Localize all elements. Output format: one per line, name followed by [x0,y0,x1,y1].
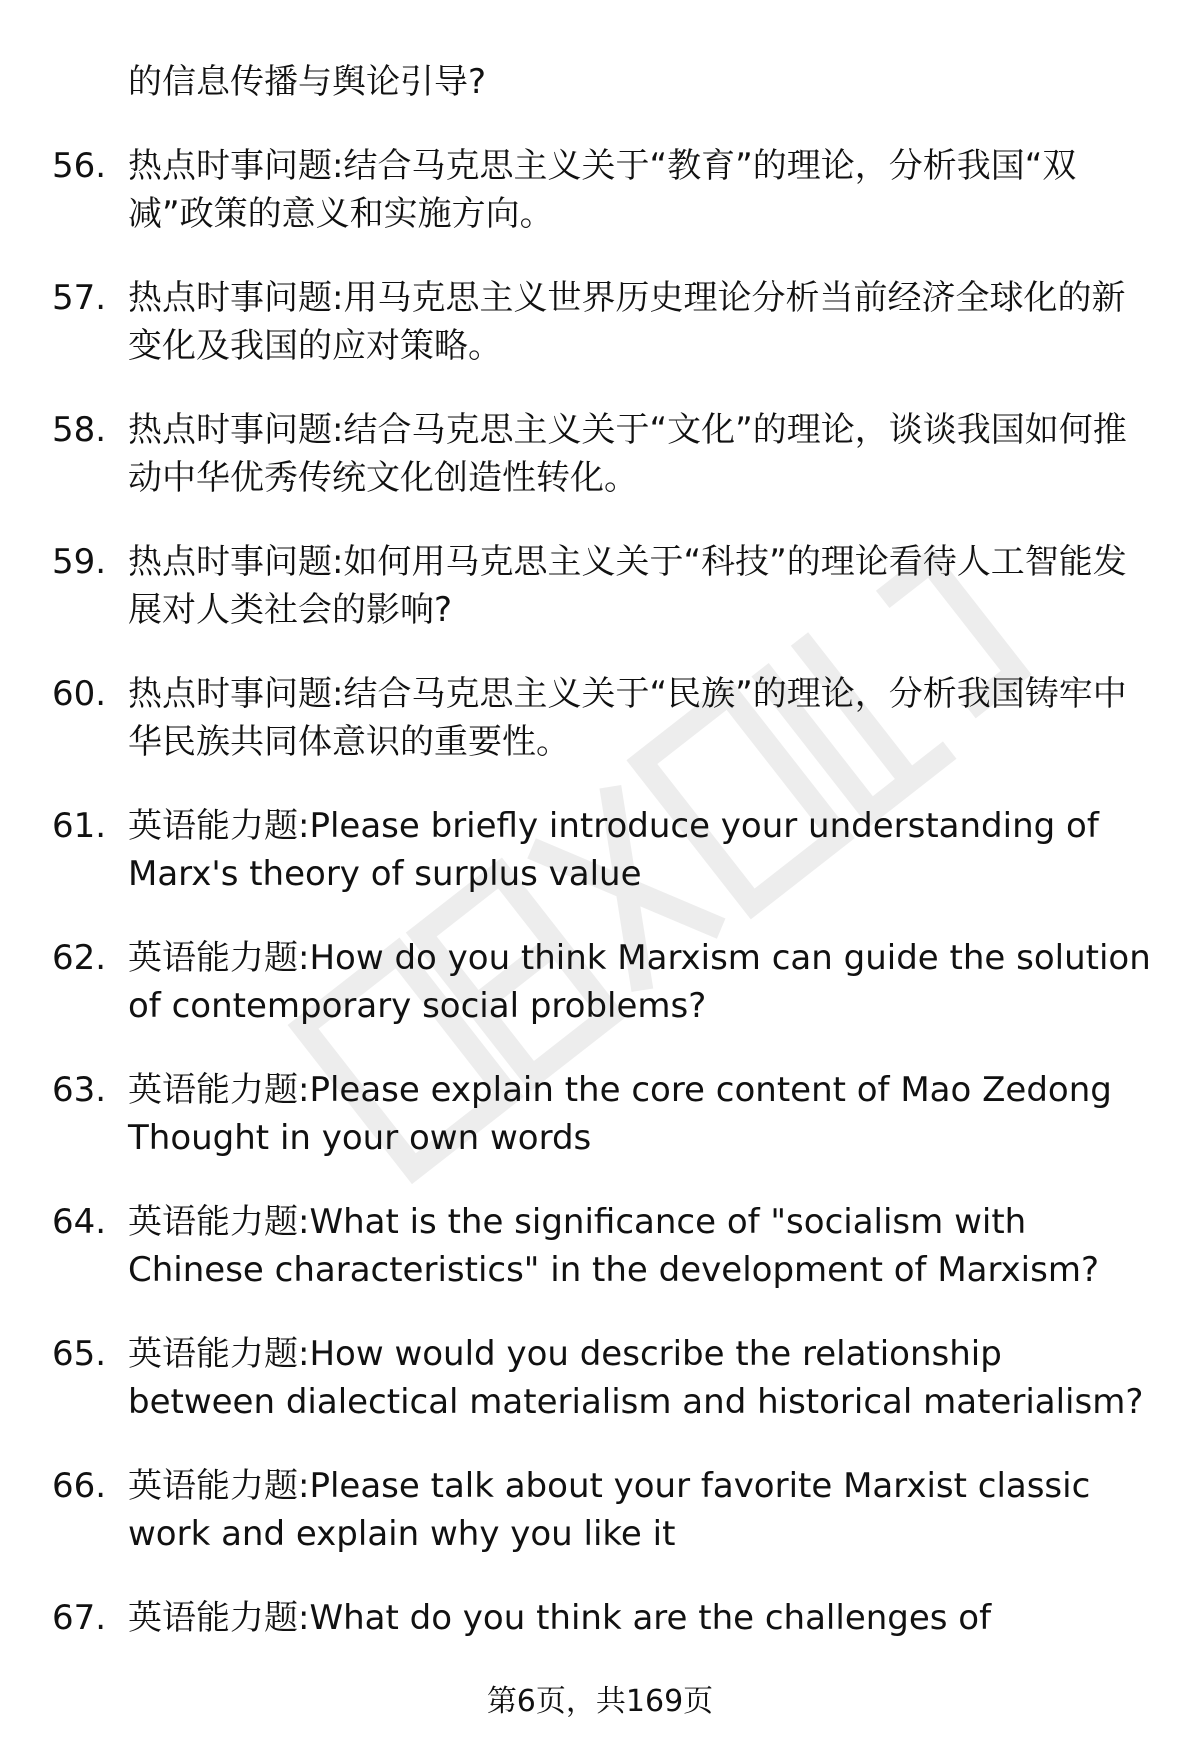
question-item [52,1462,1152,1558]
continuation-text: 的信息传播与舆论引导? [128,62,487,102]
question-item [52,142,1152,238]
question-text: 结合马克思主义关于“民族”的理论，分析我国铸牢中华民族共同体意识的重要性。 [128,674,1127,762]
question-text: How do you think Marxism can guide the solution of contemporary social problems? [128,938,1151,1026]
question-number: 62. [52,938,107,978]
question-number: 56. [52,146,107,186]
question-category: 英语能力题: [128,1334,310,1374]
question-category: 英语能力题: [128,1466,310,1506]
question-number: 58. [52,410,107,450]
question-text: How would you describe the relationship between dialectical materialism and historical materialism? [128,1334,1144,1422]
question-item [52,802,1152,898]
question-number: 57. [52,278,107,318]
question-item [52,1198,1152,1294]
question-category: 热点时事问题: [128,410,344,450]
question-number: 64. [52,1202,107,1242]
question-body [128,274,1152,370]
question-text: 如何用马克思主义关于“科技”的理论看待人工智能发展对人类社会的影响? [128,542,1127,630]
question-body [128,802,1152,898]
question-text: Please talk about your favorite Marxist classic work and explain why you like it [128,1466,1091,1554]
question-body [128,1330,1152,1426]
question-category: 热点时事问题: [128,674,344,714]
question-text: What is the significance of "socialism with Chinese characteristics" in the development of Marxism? [128,1202,1100,1290]
question-body [128,1066,1152,1162]
question-category: 热点时事问题: [128,542,344,582]
question-item [52,406,1152,502]
question-text: 用马克思主义世界历史理论分析当前经济全球化的新变化及我国的应对策略。 [128,278,1126,366]
question-number: 60. [52,674,107,714]
question-category: 英语能力题: [128,806,310,846]
question-item [52,934,1152,1030]
question-body [128,142,1152,238]
question-category: 热点时事问题: [128,146,344,186]
question-item [52,1330,1152,1426]
question-number: 61. [52,806,107,846]
question-text: What do you think are the challenges of [309,1598,992,1638]
question-number: 67. [52,1598,107,1638]
question-body [128,670,1152,766]
question-number: 65. [52,1334,107,1374]
question-body [128,1462,1152,1558]
question-item [52,274,1152,370]
question-item [52,1066,1152,1162]
question-body [128,538,1152,634]
question-body [128,1198,1152,1294]
question-category: 英语能力题: [128,1598,310,1638]
page-footer: 第6页，共169页 [486,1684,714,1719]
question-category: 热点时事问题: [128,278,344,318]
question-text: Please explain the core content of Mao Zedong Thought in your own words [128,1070,1112,1158]
question-text: Please briefly introduce your understanding of Marx's theory of surplus value [128,806,1099,894]
question-number: 59. [52,542,107,582]
question-number: 66. [52,1466,107,1506]
question-body [128,934,1152,1030]
question-category: 英语能力题: [128,1070,310,1110]
question-text: 结合马克思主义关于“教育”的理论，分析我国“双减”政策的意义和实施方向。 [128,146,1077,234]
question-category: 英语能力题: [128,1202,310,1242]
question-body [128,406,1152,502]
question-body [128,1594,1152,1642]
question-item [52,1594,1152,1642]
question-list [52,58,1152,1678]
question-number: 63. [52,1070,107,1110]
question-item [52,670,1152,766]
question-text: 结合马克思主义关于“文化”的理论，谈谈我国如何推动中华优秀传统文化创造性转化。 [128,410,1127,498]
question-category: 英语能力题: [128,938,310,978]
question-item [52,538,1152,634]
